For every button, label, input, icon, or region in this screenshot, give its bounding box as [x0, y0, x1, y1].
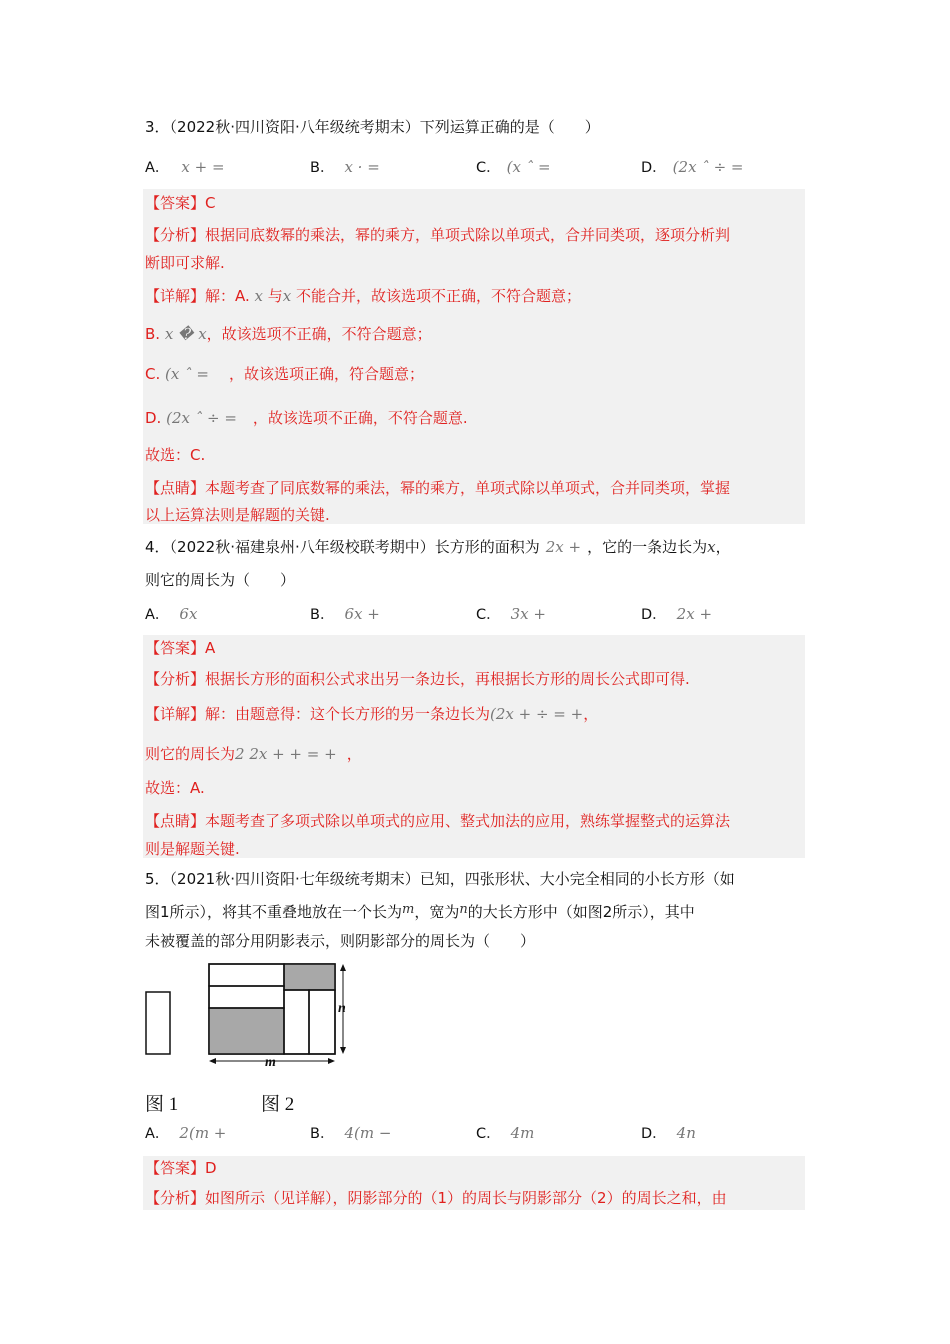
q4-detail-line-1: 【详解】解：由题意得：这个长方形的另一条边长为(2x + ÷ = +，: [145, 705, 599, 723]
q4-detail-line-2: 则它的周长为2 2x + + = + ，: [145, 745, 362, 763]
q5-stem-line-3: 未被覆盖的部分用阴影表示，则阴影部分的周长为（ ）: [145, 932, 536, 950]
q5-figure: [140, 955, 370, 1070]
q3-option-c: C． (x ˆ =: [476, 158, 551, 176]
q3-option-b: B． x · =: [310, 158, 380, 176]
q3-detail-line-3: C. (x ˆ = ，故该选项正确，符合题意；: [145, 365, 424, 383]
fig2-horizontal-rect-1: [209, 964, 284, 986]
q5-stem-line-2: 图1所示），将其不重叠地放在一个长为m，宽为n的大长方形中（如图2所示），其中: [145, 902, 695, 921]
fig2-vertical-rect-1: [284, 990, 309, 1054]
q4-comment-line-1: 【点睛】本题考查了多项式除以单项式的应用、整式加法的应用，熟练掌握整式的运算法: [145, 812, 731, 830]
q3-detail-line-2: B. x � x，故该选项不正确，不符合题意；: [145, 325, 432, 343]
q3-option-a: A． x + =: [145, 158, 225, 176]
q4-option-a: A． 6x: [145, 605, 198, 623]
fig2-n-arrow-top: [340, 964, 346, 971]
q5-answer: 【答案】D: [145, 1159, 217, 1177]
figure-1-caption: 图 1: [145, 1094, 179, 1115]
q3-analysis-line-1: 【分析】根据同底数幂的乘法，幂的乘方，单项式除以单项式，合并同类项，逐项分析判: [145, 226, 731, 244]
q3-choose: 故选：C.: [145, 446, 206, 464]
figure-2-caption: 图 2: [261, 1094, 295, 1115]
q5-option-d: D． 4n: [641, 1124, 696, 1142]
fig2-shaded-top-right: [284, 964, 335, 990]
fig2-shaded-bottom-left: [209, 1008, 284, 1054]
fig2-m-arrow-left: [209, 1058, 216, 1064]
q4-answer: 【答案】A: [145, 639, 216, 657]
fig2-label-n: n: [338, 1001, 346, 1016]
q4-stem-line-1: 4．（2022秋·福建泉州·八年级校联考期中）长方形的面积为 2x + ，它的一条边长为x，: [145, 538, 731, 556]
fig2-n-arrow-bottom: [340, 1047, 346, 1054]
q4-option-c: C． 3x +: [476, 605, 546, 623]
q3-analysis-line-2: 断即可求解.: [145, 254, 225, 272]
q5-option-b: B． 4(m −: [310, 1124, 392, 1142]
q4-option-b: B． 6x +: [310, 605, 380, 623]
q4-option-d: D． 2x +: [641, 605, 713, 623]
q5-option-c: C． 4m: [476, 1124, 535, 1142]
q5-analysis: 【分析】如图所示（见详解），阴影部分的（1）的周长与阴影部分（2）的周长之和，由: [145, 1189, 727, 1207]
q4-choose: 故选：A.: [145, 779, 205, 797]
q5-option-a: A． 2(m +: [145, 1124, 227, 1142]
q3-detail-line-4: D. (2x ˆ ÷ = ，故该选项不正确，不符合题意.: [145, 409, 468, 427]
q3-answer: 【答案】C: [145, 194, 216, 212]
q3-detail-line-1: 【详解】解：A. x 与x 不能合并，故该选项不正确，不符合题意；: [145, 287, 582, 305]
q3-comment-line-2: 以上运算法则是解题的关键.: [145, 506, 330, 524]
q4-analysis: 【分析】根据长方形的面积公式求出另一条边长，再根据长方形的周长公式即可得.: [145, 670, 690, 688]
fig2-horizontal-rect-2: [209, 986, 284, 1008]
q3-stem: 3．（2022秋·四川资阳·八年级统考期末）下列运算正确的是（ ）: [145, 118, 600, 136]
fig2-vertical-rect-2: [309, 990, 335, 1054]
q3-comment-line-1: 【点睛】本题考查了同底数幂的乘法，幂的乘方，单项式除以单项式，合并同类项，掌握: [145, 479, 731, 497]
fig2-label-m: m: [265, 1055, 276, 1070]
fig2-m-arrow-right: [328, 1058, 335, 1064]
q3-option-d: D． (2x ˆ ÷ =: [641, 158, 744, 176]
q4-comment-line-2: 则是解题关键.: [145, 840, 240, 858]
q4-stem-line-2: 则它的周长为（ ）: [145, 571, 296, 589]
q5-stem-line-1: 5．（2021秋·四川资阳·七年级统考期末）已知，四张形状、大小完全相同的小长方形（如: [145, 870, 735, 888]
fig1-small-rectangle: [146, 992, 170, 1054]
